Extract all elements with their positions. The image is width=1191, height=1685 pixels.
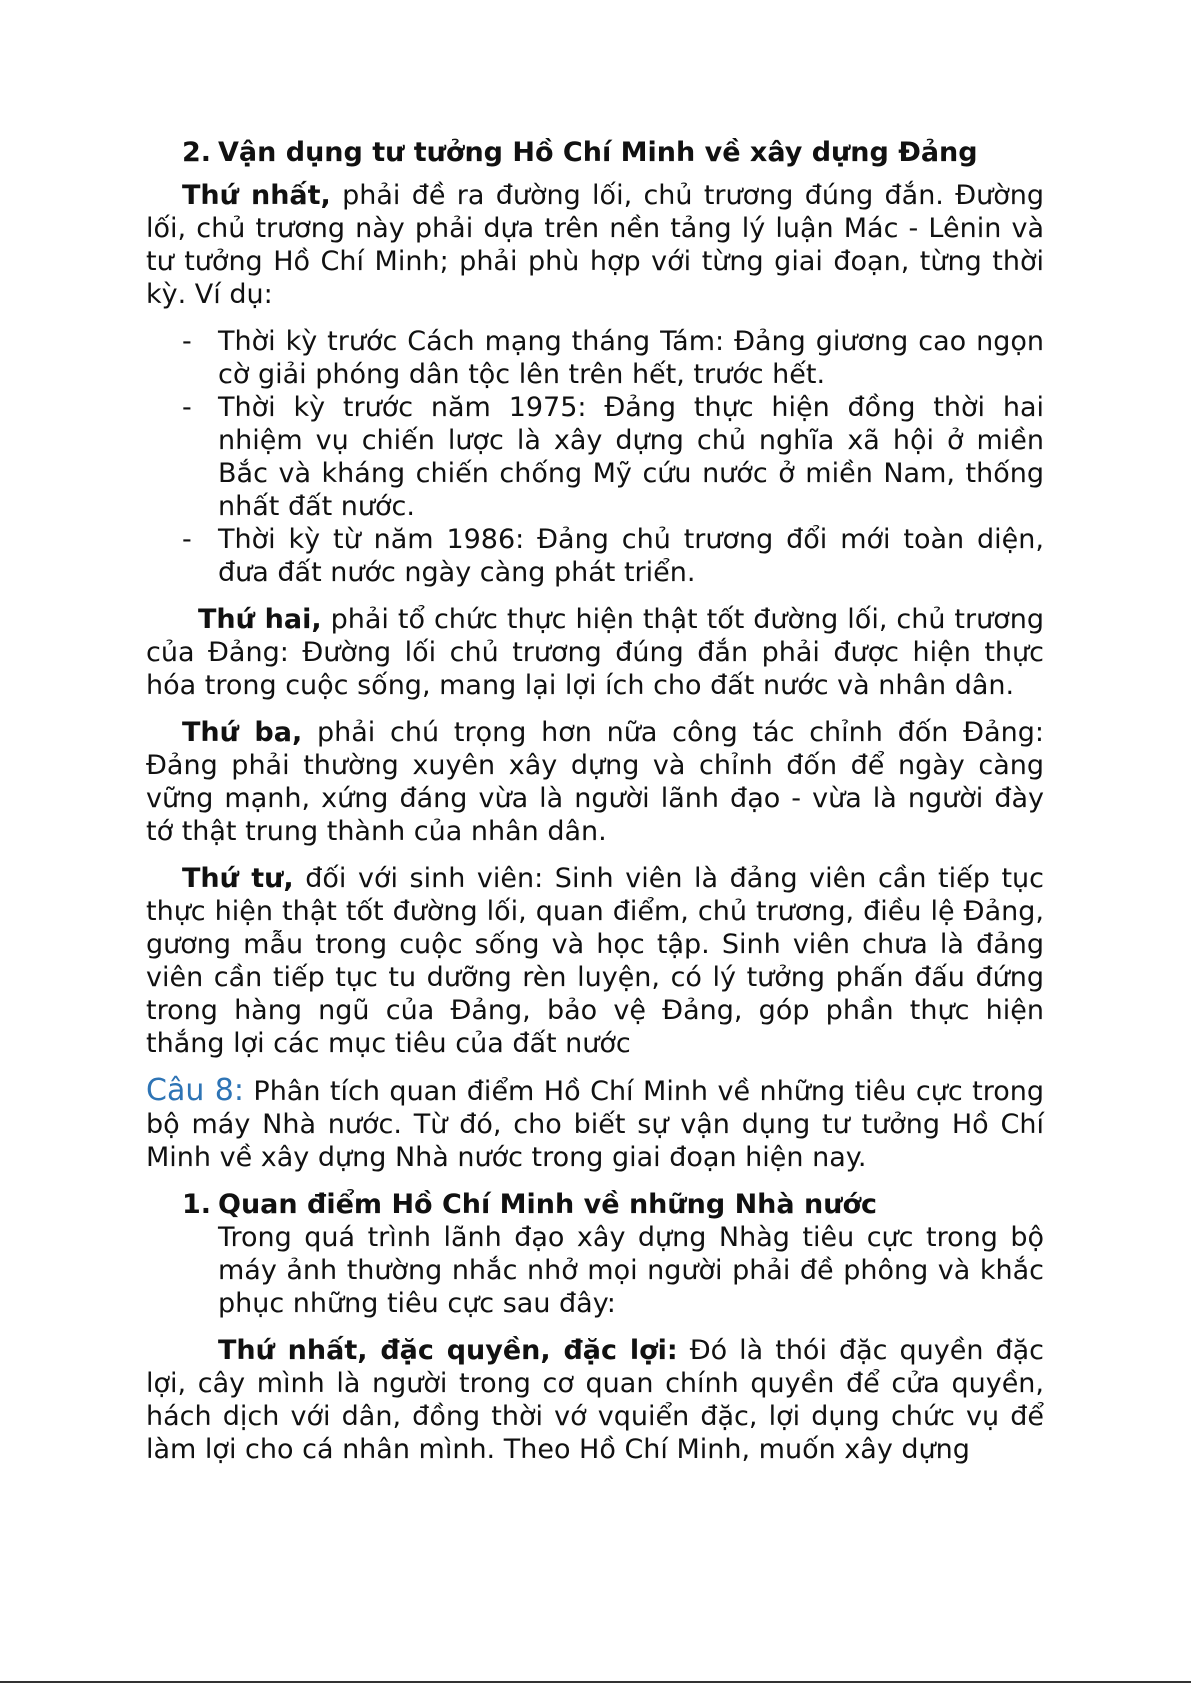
- dash-bullet: -: [182, 392, 192, 423]
- paragraph-text: Đó là thói đặc quyền đặc lợi, cây mình là người trong cơ quan chính quyền để cửa quyền, hách dịch với dân, đồng thời vớ vquiển đặc, lợi dụng chức vụ để làm lợi cho cá nhân mình. Theo Hồ Chí Minh, muốn xây dựng: [146, 1335, 1044, 1465]
- example-list: [146, 325, 1044, 589]
- paragraph-thu-ba: [146, 716, 1044, 848]
- section-title: Quan điểm Hồ Chí Minh về những Nhà nước: [218, 1189, 878, 1220]
- paragraph-lead: Thứ nhất,: [182, 180, 331, 211]
- paragraph-text: phải đề ra đường lối, chủ trương đúng đắn. Đường lối, chủ trương này phải dựa trên nền tảng lý luận Mác - Lênin và tư tưởng Hồ Chí Minh; phải phù hợp với từng giai đoạn, từng thời kỳ. Ví dụ:: [146, 180, 1044, 310]
- question-8: [146, 1074, 1044, 1174]
- paragraph-lead: Thứ tư,: [182, 863, 294, 894]
- paragraph-thu-tu: [146, 862, 1044, 1060]
- page-bottom-rule: [0, 1681, 1191, 1683]
- dash-bullet: -: [182, 326, 192, 357]
- paragraph-text: phải chú trọng hơn nữa công tác chỉnh đốn Đảng: Đảng phải thường xuyên xây dựng và chỉnh đốn để ngày càng vững mạnh, xứng đáng vừa là người lãnh đạo - vừa là người đày tớ thật trung thành của nhân dân.: [146, 717, 1044, 847]
- paragraph-lead: Thứ nhất, đặc quyền, đặc lợi:: [218, 1335, 678, 1366]
- dash-bullet: -: [182, 524, 192, 555]
- list-item: [182, 325, 1044, 391]
- list-item-text: Thời kỳ từ năm 1986: Đảng chủ trương đổi mới toàn diện, đưa đất nước ngày càng phát triển.: [218, 524, 1044, 588]
- question-label: Câu 8:: [146, 1073, 244, 1108]
- paragraph-lead: Thứ hai,: [198, 604, 322, 635]
- list-item-text: Thời kỳ trước Cách mạng tháng Tám: Đảng giương cao ngọn cờ giải phóng dân tộc lên trên hết, trước hết.: [218, 326, 1044, 390]
- paragraph-thu-hai: [146, 603, 1044, 702]
- list-item: [182, 391, 1044, 523]
- document-page: [146, 136, 1044, 1480]
- section-title: Vận dụng tư tưởng Hồ Chí Minh về xây dựng Đảng: [218, 137, 978, 168]
- section-number: 2.: [182, 137, 212, 168]
- paragraph-dac-quyen: [146, 1334, 1044, 1466]
- section-heading-2: [182, 136, 1044, 169]
- question-text: Phân tích quan điểm Hồ Chí Minh về những tiêu cực trong bộ máy Nhà nước. Từ đó, cho biết sự vận dụng tư tưởng Hồ Chí Minh về xây dựng Nhà nước trong giai đoạn hiện nay.: [146, 1076, 1044, 1173]
- section-heading-1: [182, 1188, 1044, 1221]
- list-item: [182, 523, 1044, 589]
- paragraph-text: đối với sinh viên: Sinh viên là đảng viên cần tiếp tục thực hiện thật tốt đường lối, quan điểm, chủ trương, điều lệ Đảng, gương mẫu trong cuộc sống và học tập. Sinh viên chưa là đảng viên cần tiếp tục tu dưỡng rèn luyện, có lý tưởng phấn đấu đứng trong hàng ngũ của Đảng, bảo vệ Đảng, góp phần thực hiện thắng lợi các mục tiêu của đất nước: [146, 863, 1044, 1059]
- list-item-text: Thời kỳ trước năm 1975: Đảng thực hiện đồng thời hai nhiệm vụ chiến lược là xây dựng chủ nghĩa xã hội ở miền Bắc và kháng chiến chống Mỹ cứu nước ở miền Nam, thống nhất đất nước.: [218, 392, 1044, 522]
- paragraph-lead: Thứ ba,: [182, 717, 303, 748]
- paragraph-thu-nhat: [146, 179, 1044, 311]
- section-number: 1.: [182, 1189, 212, 1220]
- paragraph-text: phải tổ chức thực hiện thật tốt đường lối, chủ trương của Đảng: Đường lối chủ trương đúng đắn phải được hiện thực hóa trong cuộc sống, mang lại lợi ích cho đất nước và nhân dân.: [146, 604, 1044, 701]
- section-body: Trong quá trình lãnh đạo xây dựng Nhàg tiêu cực trong bộ máy ảnh thường nhắc nhở mọi người phải đề phông và khắc phục những tiêu cực sau đây:: [218, 1222, 1044, 1319]
